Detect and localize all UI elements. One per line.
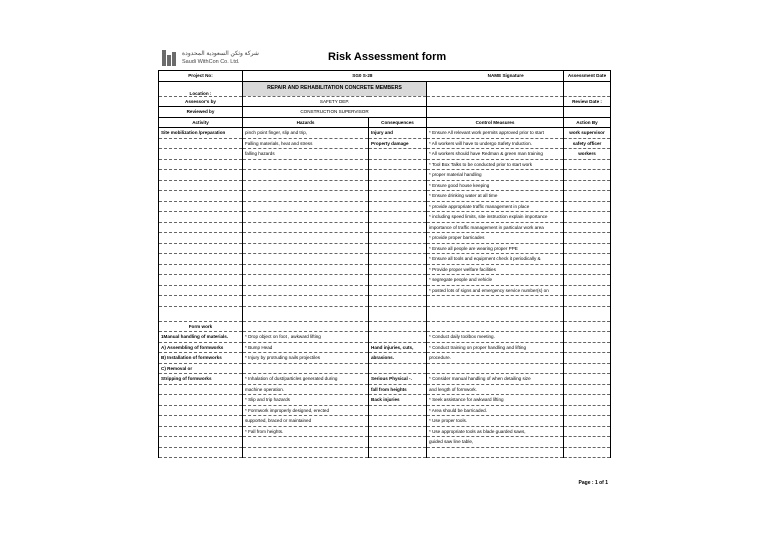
cell-activity — [159, 437, 243, 448]
cell-consequences: Serious Physical -. — [369, 374, 427, 385]
cell-consequences — [369, 416, 427, 427]
risk-assessment-page — [158, 48, 610, 486]
cell-consequences — [369, 332, 427, 343]
table-row — [159, 233, 611, 244]
cell-action — [564, 212, 611, 223]
cell-control: * Seek assistance for awkward lifting — [427, 395, 564, 406]
cell-action — [564, 254, 611, 265]
table-row — [159, 149, 611, 160]
cell-control: * Ensure good house keeping — [427, 180, 564, 191]
cell-activity — [159, 426, 243, 437]
cell-activity — [159, 201, 243, 212]
cell-action — [564, 363, 611, 374]
cell-action — [564, 321, 611, 332]
risk-table — [158, 128, 611, 458]
cell-hazards — [243, 306, 369, 321]
cell-hazards — [243, 264, 369, 275]
cell-consequences — [369, 405, 427, 416]
table-row — [159, 395, 611, 406]
cell-hazards: * Injury by protruding nails projectiles — [243, 353, 369, 364]
cell-action — [564, 264, 611, 275]
cell-control: * segregate people and vehicle — [427, 275, 564, 286]
cell-consequences — [369, 264, 427, 275]
cell-action — [564, 285, 611, 296]
cell-hazards — [243, 447, 369, 458]
cell-activity — [159, 384, 243, 395]
cell-action — [564, 306, 611, 321]
cell-control: * Ensure All relevant work permits approved prior to start — [427, 128, 564, 138]
company-arabic-name: شركة وثكن السعودية المحدودة — [182, 51, 259, 57]
cell-consequences — [369, 212, 427, 223]
cell-action — [564, 170, 611, 181]
cell-hazards — [243, 437, 369, 448]
cell-consequences: Hand injuries, cuts, — [369, 342, 427, 353]
cell-hazards: * Bump Head — [243, 342, 369, 353]
table-row — [159, 363, 611, 374]
cell-activity — [159, 275, 243, 286]
assessment-date-cell[interactable] — [564, 81, 611, 96]
cell-action — [564, 384, 611, 395]
cell-action — [564, 374, 611, 385]
cell-control: * Provide proper welfare facilities — [427, 264, 564, 275]
cell-control: * Use proper tools. — [427, 416, 564, 427]
cell-hazards: * Drop object on foot , awkward lifting — [243, 332, 369, 343]
cell-consequences — [369, 296, 427, 307]
column-action-by: Action By — [564, 117, 611, 128]
table-row — [159, 426, 611, 437]
cell-activity — [159, 180, 243, 191]
review-date-label: Review Date : — [564, 96, 611, 107]
cell-activity — [159, 405, 243, 416]
cell-consequences — [369, 447, 427, 458]
cell-hazards: * Fall from heights. — [243, 426, 369, 437]
cell-activity — [159, 296, 243, 307]
cell-control: * Ensure drinking water at all time — [427, 191, 564, 202]
cell-control: procedure. — [427, 353, 564, 364]
cell-control: * All workers will have to undergo Safety Induction. — [427, 138, 564, 149]
table-row — [159, 191, 611, 202]
assessment-date-label: Assessment Date — [564, 71, 611, 82]
cell-action — [564, 447, 611, 458]
cell-action — [564, 222, 611, 233]
location-value: REPAIR AND REHABILITATION CONCRETE MEMBERS — [243, 81, 427, 96]
cell-activity — [159, 447, 243, 458]
cell-consequences — [369, 363, 427, 374]
cell-consequences — [369, 321, 427, 332]
header-table — [158, 70, 611, 128]
table-row — [159, 321, 611, 332]
cell-action — [564, 296, 611, 307]
cell-activity — [159, 285, 243, 296]
cell-activity — [159, 191, 243, 202]
cell-hazards — [243, 296, 369, 307]
project-no-label: Project No: — [159, 71, 243, 82]
reviewed-value: CONSTRUCTION SUPERVISOR — [243, 107, 427, 118]
cell-consequences — [369, 243, 427, 254]
column-control-measures: Control Measures — [427, 117, 564, 128]
cell-consequences: fall from heights — [369, 384, 427, 395]
cell-control: * Use appropriate tools as blade guarded saws, — [427, 426, 564, 437]
cell-activity — [159, 395, 243, 406]
cell-control: * Ensure all people are wearing proper PPE — [427, 243, 564, 254]
cell-control — [427, 321, 564, 332]
table-row — [159, 416, 611, 427]
cell-hazards — [243, 212, 369, 223]
cell-action — [564, 332, 611, 343]
cell-activity — [159, 149, 243, 160]
cell-action: safety officer — [564, 138, 611, 149]
cell-hazards — [243, 201, 369, 212]
cell-control: importance of traffic management in particular work area — [427, 222, 564, 233]
table-row — [159, 212, 611, 223]
cell-control — [427, 306, 564, 321]
reviewed-label: Reviewed by — [159, 107, 243, 118]
table-row — [159, 128, 611, 138]
cell-hazards — [243, 363, 369, 374]
assessor-value: SAFETY DEP. — [243, 96, 427, 107]
table-row — [159, 405, 611, 416]
cell-action — [564, 243, 611, 254]
table-row — [159, 222, 611, 233]
cell-consequences — [369, 254, 427, 265]
cell-action — [564, 233, 611, 244]
cell-control: * Tool Box Talks to be conducted prior to start work — [427, 159, 564, 170]
location-label: Location : — [159, 81, 243, 96]
cell-activity — [159, 159, 243, 170]
cell-activity: A) Assembling of formworks — [159, 342, 243, 353]
page-number: Page : 1 of 1 — [578, 480, 608, 486]
table-row — [159, 384, 611, 395]
cell-hazards: Falling materials, heat and stress — [243, 138, 369, 149]
cell-consequences: abrasions. — [369, 353, 427, 364]
cell-hazards: pinch point finger, slip and trip, — [243, 128, 369, 138]
table-row — [159, 332, 611, 343]
cell-consequences — [369, 222, 427, 233]
cell-hazards — [243, 254, 369, 265]
table-row — [159, 306, 611, 321]
cell-consequences — [369, 306, 427, 321]
cell-activity — [159, 222, 243, 233]
cell-control — [427, 296, 564, 307]
cell-activity — [159, 138, 243, 149]
cell-control: * All workers should have Redman & green man training — [427, 149, 564, 160]
cell-control: * proper material handling — [427, 170, 564, 181]
assessor-label: Assessor's by — [159, 96, 243, 107]
company-logo-icon — [162, 50, 178, 66]
form-header — [158, 48, 610, 70]
cell-action — [564, 353, 611, 364]
cell-consequences — [369, 191, 427, 202]
cell-hazards: * Inhalation of dust/particles generated during — [243, 374, 369, 385]
cell-hazards: * Slip and trip hazards — [243, 395, 369, 406]
cell-activity: C) Removal or — [159, 363, 243, 374]
cell-activity: 1Manual handling of materials. — [159, 332, 243, 343]
table-row — [159, 201, 611, 212]
cell-consequences: Back injuries — [369, 395, 427, 406]
cell-consequences — [369, 437, 427, 448]
cell-activity — [159, 243, 243, 254]
cell-action — [564, 201, 611, 212]
cell-hazards: falling hazards — [243, 149, 369, 160]
table-row — [159, 353, 611, 364]
cell-hazards — [243, 243, 369, 254]
cell-activity — [159, 264, 243, 275]
cell-control: * Ensure all tools and equipment check it periodically & — [427, 254, 564, 265]
cell-consequences — [369, 170, 427, 181]
cell-control: guided saw line table, — [427, 437, 564, 448]
cell-activity: B) Installation of formworks — [159, 353, 243, 364]
cell-activity — [159, 306, 243, 321]
company-english-name: Saudi WithCon Co. Ltd. — [182, 59, 240, 65]
table-row — [159, 170, 611, 181]
cell-hazards: machine operation. — [243, 384, 369, 395]
cell-consequences — [369, 159, 427, 170]
cell-control: * including speed limits, site instruction explain importance — [427, 212, 564, 223]
cell-action — [564, 437, 611, 448]
review-date-cell[interactable] — [564, 107, 611, 118]
cell-hazards — [243, 285, 369, 296]
cell-hazards — [243, 321, 369, 332]
cell-consequences — [369, 426, 427, 437]
table-row — [159, 180, 611, 191]
cell-control: * Conduct daily toolbox meeting. — [427, 332, 564, 343]
cell-control — [427, 447, 564, 458]
cell-control — [427, 363, 564, 374]
cell-control: * posted lots of signs and emergency service number(s) on — [427, 285, 564, 296]
cell-activity — [159, 254, 243, 265]
cell-control: * Conduct training on proper handling and lifting — [427, 342, 564, 353]
cell-hazards — [243, 191, 369, 202]
project-no-value: SG0 S-28 NAME Signature — [243, 71, 564, 82]
table-row — [159, 374, 611, 385]
cell-consequences — [369, 180, 427, 191]
table-row — [159, 437, 611, 448]
table-row — [159, 138, 611, 149]
cell-action — [564, 275, 611, 286]
cell-action: work supervisor — [564, 128, 611, 138]
cell-action: workers — [564, 149, 611, 160]
table-row — [159, 264, 611, 275]
cell-action — [564, 395, 611, 406]
cell-action — [564, 159, 611, 170]
cell-hazards — [243, 170, 369, 181]
cell-action — [564, 342, 611, 353]
cell-hazards — [243, 275, 369, 286]
table-row — [159, 254, 611, 265]
cell-activity — [159, 233, 243, 244]
table-row — [159, 296, 611, 307]
cell-activity: Stripping of formworks — [159, 374, 243, 385]
cell-consequences — [369, 285, 427, 296]
cell-action — [564, 426, 611, 437]
cell-hazards: supported, braced or maintained — [243, 416, 369, 427]
cell-control: * Area should be barricaded. — [427, 405, 564, 416]
cell-consequences — [369, 201, 427, 212]
cell-action — [564, 405, 611, 416]
table-row — [159, 447, 611, 458]
cell-consequences — [369, 275, 427, 286]
column-consequences: Consequences — [369, 117, 427, 128]
cell-activity — [159, 212, 243, 223]
cell-hazards — [243, 233, 369, 244]
table-row — [159, 275, 611, 286]
column-activity: Activity — [159, 117, 243, 128]
cell-consequences — [369, 149, 427, 160]
table-row — [159, 159, 611, 170]
cell-consequences: Injury and — [369, 128, 427, 138]
form-title: Risk Assessment form — [328, 51, 447, 63]
cell-action — [564, 416, 611, 427]
cell-hazards — [243, 159, 369, 170]
cell-hazards: * Formwork improperly designed, erected — [243, 405, 369, 416]
cell-activity: Form work — [159, 321, 243, 332]
cell-control: * Consider manual handling of when detailing size — [427, 374, 564, 385]
cell-activity: Site mobilization /preparation — [159, 128, 243, 138]
signature-cell[interactable] — [427, 81, 564, 96]
cell-control: * provide appropriate traffic management in place — [427, 201, 564, 212]
cell-action — [564, 180, 611, 191]
cell-consequences — [369, 233, 427, 244]
cell-control: * provide proper barricades — [427, 233, 564, 244]
cell-activity — [159, 170, 243, 181]
table-row — [159, 243, 611, 254]
table-row — [159, 342, 611, 353]
cell-activity — [159, 416, 243, 427]
cell-consequences: Property damage — [369, 138, 427, 149]
cell-action — [564, 191, 611, 202]
table-row — [159, 285, 611, 296]
cell-hazards — [243, 180, 369, 191]
cell-control: and length of formwork. — [427, 384, 564, 395]
cell-hazards — [243, 222, 369, 233]
column-hazards: Hazards — [243, 117, 369, 128]
